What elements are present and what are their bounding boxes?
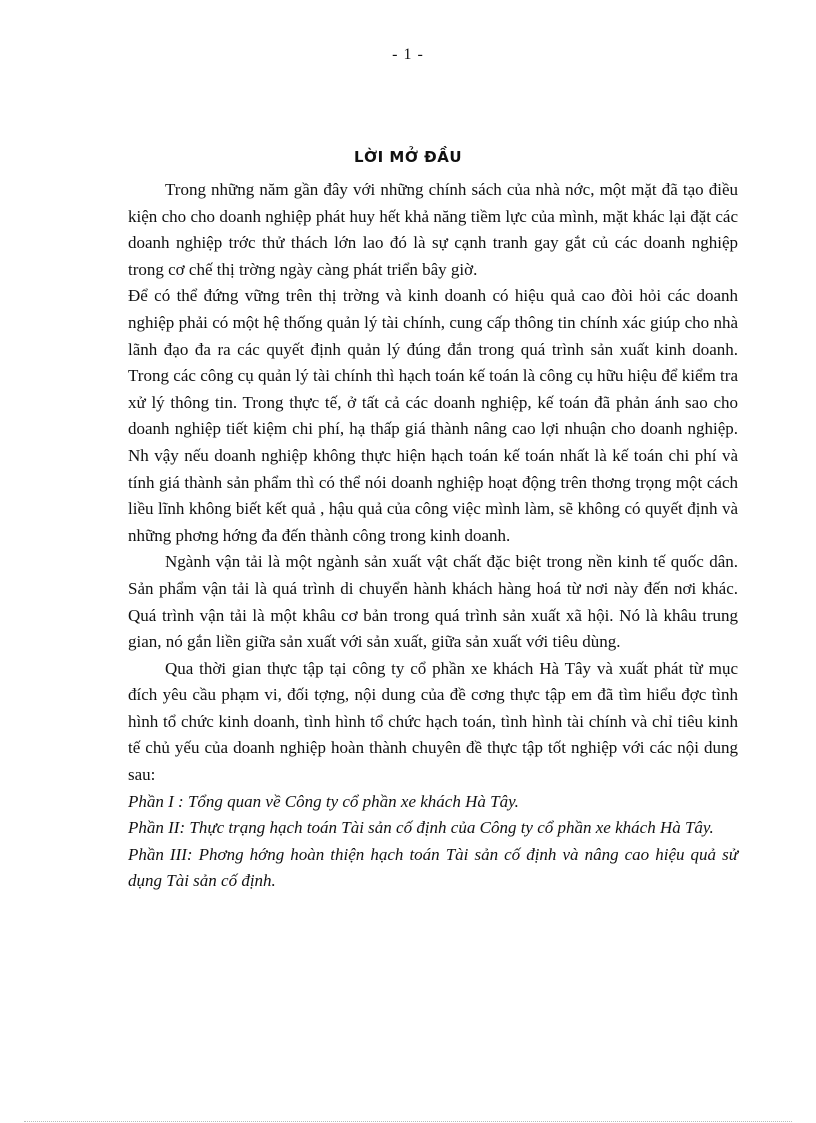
part-one: Phần I : Tổng quan về Công ty cổ phần xe khách Hà Tây. [128, 791, 519, 811]
paragraph-internship: Qua thời gian thực tập tại công ty cổ phần xe khách Hà Tây và xuất phát từ mục đích yêu cầu phạm vi, đối tợng, nội dung của đề cơng thực tập em đã tìm hiểu đợc tình hình tổ chức kinh doanh, tình hình tổ chức hạch toán, tình hình tài chính và chỉ tiêu kinh tế chủ yếu của doanh nghiệp hoàn thành chuyên đề thực tập tốt nghiệp với các nội dung sau: [128, 658, 738, 785]
paragraph-transport: Ngành vận tải là một ngành sản xuất vật chất đặc biệt trong nền kinh tế quốc dân. Sản phẩm vận tải là quá trình di chuyển hành khách hàng hoá từ nơi này đến nơi khác. Quá trình vận tải là một khâu cơ bản trong quá trình sản xuất xã hội. Nó là khâu trung gian, nó gắn liền giữa sản xuất với sản xuất, giữa sản xuất với tiêu dùng. [128, 552, 738, 652]
paragraph-intro: Trong những năm gần đây với những chính sách của nhà nớc, một mặt đã tạo điều kiện cho cho doanh nghiệp phát huy hết khả năng tiềm lực của mình, mặt khác lại đặt các doanh nghiệp trớc thử thách lớn lao đó là sự cạnh tranh gay gắt củ các doanh nghiệp trong cơ chế thị trờng ngày càng phát triển bây giờ. [128, 180, 738, 279]
footer-divider [24, 1121, 792, 1122]
part-two: Phần II: Thực trạng hạch toán Tài sản cố định của Công ty cổ phần xe khách Hà Tây. [128, 818, 714, 838]
paragraph-accounting: Để có thể đứng vững trên thị trờng và kinh doanh có hiệu quả cao đòi hỏi các doanh nghiệp phải có một hệ thống quản lý tài chính, cung cấp thông tin chính xác giúp cho nhà lãnh đạo đa ra các quyết định quản lý đúng đắn trong quá trình sản xuất kinh doanh. Trong các công cụ quản lý tài chính thì hạch toán kế toán là công cụ hữu hiệu để kiểm tra xử lý thông tin. Trong thực tế, ở tất cả các doanh nghiệp, kế toán đã phản ánh sao cho doanh nghiệp tiết kiệm chi phí, hạ thấp giá thành nâng cao lợi nhuận cho doanh nghiệp. Nh vậy nếu doanh nghiệp không thực hiện hạch toán kế toán nhất là kế toán chi phí và tính giá thành sản phẩm thì có thể nói doanh nghiệp hoạt động trên thơng trọng một cách liều lĩnh không biết kết quả , hậu quả của công việc mình làm, sẽ không có quyết định và những phơng hớng đa đến thành công trong kinh doanh. [128, 286, 738, 545]
page-number: - 1 - [392, 46, 424, 63]
document-body [128, 177, 738, 895]
part-three: Phần III: Phơng hớng hoàn thiện hạch toán Tài sản cố định và nâng cao hiệu quả sử dụng Tài sản cố định. [128, 844, 738, 891]
page-title: LỜI MỞ ĐẦU [353, 148, 463, 166]
